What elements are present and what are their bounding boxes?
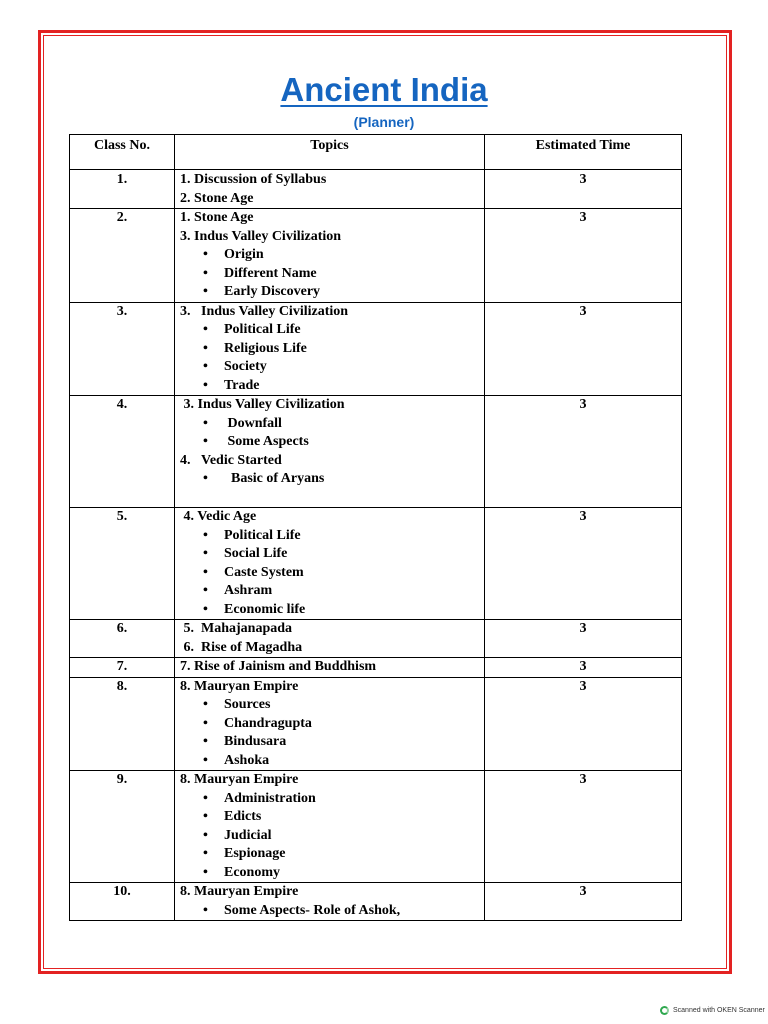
header-estimated-time: Estimated Time — [485, 135, 682, 170]
class-number-cell: 9. — [70, 771, 175, 883]
topic-line: 7. Rise of Jainism and Buddhism — [180, 659, 377, 674]
table-row — [70, 771, 682, 883]
header-topics: Topics — [175, 135, 485, 170]
topic-bullet-item: • Different Name — [180, 265, 484, 284]
topic-line: 3. Indus Valley Civilization — [180, 228, 342, 244]
topics-cell — [175, 658, 485, 678]
topic-bullet-item: • Ashoka — [180, 752, 484, 771]
topic-bullet-item: • Basic of Aryans — [180, 470, 484, 489]
topic-bullet-item: • Origin — [180, 246, 484, 265]
scanner-note: Scanned with OKEN Scanner — [673, 1007, 765, 1014]
topic-bullet-item: • Bindusara — [180, 733, 484, 752]
class-number-cell: 10. — [70, 883, 175, 921]
topic-line: 8. Mauryan Empire — [180, 884, 299, 899]
class-number-cell: 6. — [70, 620, 175, 658]
class-number-cell: 3. — [70, 302, 175, 396]
class-number-cell: 2. — [70, 209, 175, 303]
topic-line: 5. Mahajanapada — [180, 621, 293, 636]
topics-cell — [175, 771, 485, 883]
table-row — [70, 396, 682, 508]
topic-bullet-item: • Economic life — [180, 601, 484, 620]
topic-bullet-item: • Religious Life — [180, 340, 484, 359]
planner-table — [69, 134, 682, 921]
topic-bullet-item: • Some Aspects- Role of Ashok, — [180, 902, 484, 921]
class-number-cell: 8. — [70, 677, 175, 771]
estimated-time-cell: 3 — [485, 883, 682, 921]
estimated-time-cell: 3 — [485, 771, 682, 883]
topics-cell — [175, 677, 485, 771]
topic-bullet-item: • Caste System — [180, 564, 484, 583]
topic-bullet-item: • Chandragupta — [180, 715, 484, 734]
topics-cell — [175, 209, 485, 303]
page-title-text: Ancient India — [280, 71, 488, 108]
table-row — [70, 209, 682, 303]
topics-cell — [175, 170, 485, 209]
scanner-watermark — [660, 1006, 765, 1015]
topic-bullet-item: • Society — [180, 358, 484, 377]
topic-bullet-item: • Some Aspects — [180, 433, 484, 452]
topic-line: 3. Indus Valley Civilization — [180, 303, 349, 319]
topic-bullet-item: • Sources — [180, 696, 484, 715]
estimated-time-cell: 3 — [485, 658, 682, 678]
topics-cell — [175, 396, 485, 508]
estimated-time-cell: 3 — [485, 396, 682, 508]
topic-bullet-item: • Espionage — [180, 845, 484, 864]
topic-bullet-item: • Edicts — [180, 808, 484, 827]
topics-cell — [175, 302, 485, 396]
estimated-time-cell: 3 — [485, 209, 682, 303]
table-row — [70, 677, 682, 771]
topic-bullet-item: • Political Life — [180, 527, 484, 546]
topics-cell — [175, 508, 485, 620]
topic-line: 8. Mauryan Empire — [180, 772, 299, 787]
page-title — [0, 70, 768, 110]
topics-cell — [175, 883, 485, 921]
estimated-time-cell: 3 — [485, 677, 682, 771]
topic-line: 1. Stone Age — [180, 210, 254, 225]
table-row — [70, 883, 682, 921]
header-class-no: Class No. — [70, 135, 175, 170]
estimated-time-cell: 3 — [485, 170, 682, 209]
topic-bullet-item: • Social Life — [180, 545, 484, 564]
scanner-logo-icon — [660, 1006, 669, 1015]
topic-bullet-item: • Early Discovery — [180, 283, 484, 302]
table-header-row — [70, 135, 682, 170]
topic-bullet-item: • Economy — [180, 864, 484, 883]
table-row — [70, 620, 682, 658]
topic-line: 2. Stone Age — [180, 190, 254, 206]
class-number-cell: 4. — [70, 396, 175, 508]
topic-line: 1. Discussion of Syllabus — [180, 172, 327, 187]
estimated-time-cell: 3 — [485, 620, 682, 658]
topic-line: 6. Rise of Magadha — [180, 639, 303, 655]
topic-bullet-item: • Trade — [180, 377, 484, 396]
topic-line: 4. Vedic Age — [180, 509, 257, 524]
topic-bullet-item: • Ashram — [180, 582, 484, 601]
topic-line — [180, 489, 484, 508]
table-row — [70, 508, 682, 620]
page-subtitle: (Planner) — [353, 114, 415, 130]
table-row — [70, 170, 682, 209]
estimated-time-cell: 3 — [485, 302, 682, 396]
class-number-cell: 7. — [70, 658, 175, 678]
topic-bullet-item: • Political Life — [180, 321, 484, 340]
topic-line: 4. Vedic Started — [180, 452, 282, 468]
topic-line: 3. Indus Valley Civilization — [180, 397, 345, 412]
topic-line: 8. Mauryan Empire — [180, 678, 299, 694]
table-row — [70, 658, 682, 678]
table-row — [70, 302, 682, 396]
topics-cell — [175, 620, 485, 658]
topic-bullet-item: • Downfall — [180, 415, 484, 434]
estimated-time-cell: 3 — [485, 508, 682, 620]
topic-bullet-item: • Judicial — [180, 827, 484, 846]
class-number-cell: 5. — [70, 508, 175, 620]
class-number-cell: 1. — [70, 170, 175, 209]
topic-bullet-item: • Administration — [180, 790, 484, 809]
